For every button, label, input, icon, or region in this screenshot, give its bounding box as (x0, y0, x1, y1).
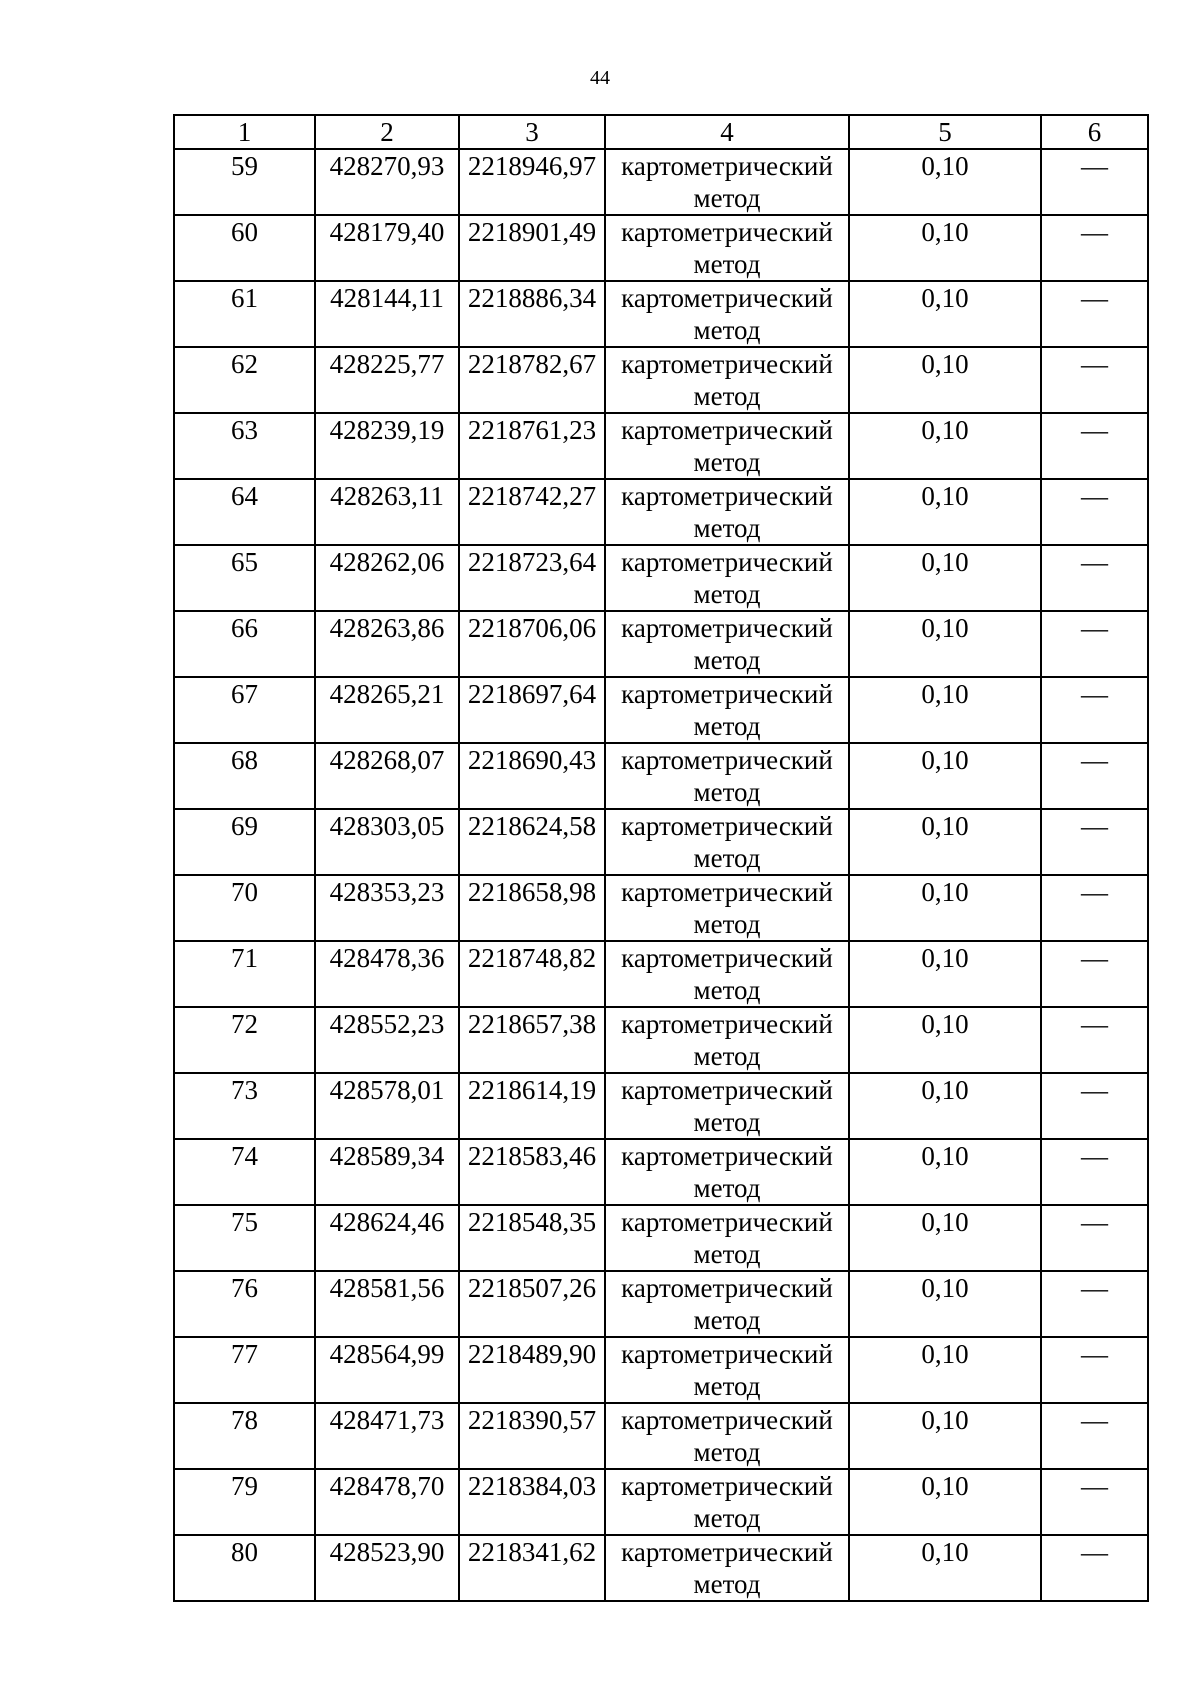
method-cell: картометрический метод (605, 809, 849, 875)
y-coordinate-cell: 2218886,34 (459, 281, 605, 347)
coordinates-table (173, 114, 1149, 1602)
point-number-cell: 63 (174, 413, 315, 479)
table-row (174, 1205, 1148, 1271)
x-coordinate-cell: 428239,19 (315, 413, 459, 479)
method-cell: картометрический метод (605, 1007, 849, 1073)
table-row (174, 1403, 1148, 1469)
x-coordinate-cell: 428478,36 (315, 941, 459, 1007)
x-coordinate-cell: 428523,90 (315, 1535, 459, 1601)
y-coordinate-cell: 2218697,64 (459, 677, 605, 743)
y-coordinate-cell: 2218742,27 (459, 479, 605, 545)
table-row (174, 149, 1148, 215)
table-row (174, 545, 1148, 611)
note-cell: — (1041, 1337, 1148, 1403)
note-cell: — (1041, 677, 1148, 743)
table-row (174, 1007, 1148, 1073)
point-number-cell: 69 (174, 809, 315, 875)
page-number: 44 (590, 67, 610, 89)
point-number-cell: 74 (174, 1139, 315, 1205)
point-number-cell: 59 (174, 149, 315, 215)
accuracy-cell: 0,10 (849, 347, 1041, 413)
column-header-6: 6 (1041, 115, 1148, 149)
note-cell: — (1041, 215, 1148, 281)
method-cell: картометрический метод (605, 413, 849, 479)
column-header-1: 1 (174, 115, 315, 149)
method-cell: картометрический метод (605, 149, 849, 215)
note-cell: — (1041, 1469, 1148, 1535)
note-cell: — (1041, 1007, 1148, 1073)
note-cell: — (1041, 479, 1148, 545)
y-coordinate-cell: 2218946,97 (459, 149, 605, 215)
accuracy-cell: 0,10 (849, 1271, 1041, 1337)
accuracy-cell: 0,10 (849, 1205, 1041, 1271)
table-row (174, 875, 1148, 941)
x-coordinate-cell: 428144,11 (315, 281, 459, 347)
y-coordinate-cell: 2218657,38 (459, 1007, 605, 1073)
method-cell: картометрический метод (605, 1271, 849, 1337)
point-number-cell: 75 (174, 1205, 315, 1271)
column-header-5: 5 (849, 115, 1041, 149)
point-number-cell: 70 (174, 875, 315, 941)
accuracy-cell: 0,10 (849, 941, 1041, 1007)
x-coordinate-cell: 428268,07 (315, 743, 459, 809)
x-coordinate-cell: 428225,77 (315, 347, 459, 413)
method-cell: картометрический метод (605, 545, 849, 611)
x-coordinate-cell: 428581,56 (315, 1271, 459, 1337)
method-cell: картометрический метод (605, 1073, 849, 1139)
y-coordinate-cell: 2218390,57 (459, 1403, 605, 1469)
table-row (174, 281, 1148, 347)
point-number-cell: 71 (174, 941, 315, 1007)
method-cell: картометрический метод (605, 347, 849, 413)
y-coordinate-cell: 2218901,49 (459, 215, 605, 281)
method-cell: картометрический метод (605, 1403, 849, 1469)
y-coordinate-cell: 2218341,62 (459, 1535, 605, 1601)
y-coordinate-cell: 2218658,98 (459, 875, 605, 941)
table-row (174, 1073, 1148, 1139)
note-cell: — (1041, 875, 1148, 941)
table-row (174, 347, 1148, 413)
note-cell: — (1041, 1535, 1148, 1601)
note-cell: — (1041, 149, 1148, 215)
point-number-cell: 79 (174, 1469, 315, 1535)
accuracy-cell: 0,10 (849, 875, 1041, 941)
y-coordinate-cell: 2218748,82 (459, 941, 605, 1007)
note-cell: — (1041, 1139, 1148, 1205)
point-number-cell: 60 (174, 215, 315, 281)
y-coordinate-cell: 2218782,67 (459, 347, 605, 413)
x-coordinate-cell: 428263,86 (315, 611, 459, 677)
accuracy-cell: 0,10 (849, 1007, 1041, 1073)
accuracy-cell: 0,10 (849, 149, 1041, 215)
method-cell: картометрический метод (605, 1469, 849, 1535)
table-row (174, 941, 1148, 1007)
note-cell: — (1041, 545, 1148, 611)
accuracy-cell: 0,10 (849, 611, 1041, 677)
point-number-cell: 67 (174, 677, 315, 743)
point-number-cell: 62 (174, 347, 315, 413)
table-row (174, 1139, 1148, 1205)
y-coordinate-cell: 2218614,19 (459, 1073, 605, 1139)
table-row (174, 1535, 1148, 1601)
x-coordinate-cell: 428265,21 (315, 677, 459, 743)
method-cell: картометрический метод (605, 1139, 849, 1205)
method-cell: картометрический метод (605, 677, 849, 743)
y-coordinate-cell: 2218489,90 (459, 1337, 605, 1403)
x-coordinate-cell: 428262,06 (315, 545, 459, 611)
y-coordinate-cell: 2218507,26 (459, 1271, 605, 1337)
table-row (174, 743, 1148, 809)
accuracy-cell: 0,10 (849, 545, 1041, 611)
table-row (174, 611, 1148, 677)
note-cell: — (1041, 347, 1148, 413)
x-coordinate-cell: 428179,40 (315, 215, 459, 281)
note-cell: — (1041, 809, 1148, 875)
note-cell: — (1041, 1073, 1148, 1139)
y-coordinate-cell: 2218761,23 (459, 413, 605, 479)
method-cell: картометрический метод (605, 215, 849, 281)
point-number-cell: 73 (174, 1073, 315, 1139)
accuracy-cell: 0,10 (849, 281, 1041, 347)
method-cell: картометрический метод (605, 1337, 849, 1403)
point-number-cell: 61 (174, 281, 315, 347)
x-coordinate-cell: 428478,70 (315, 1469, 459, 1535)
method-cell: картометрический метод (605, 479, 849, 545)
x-coordinate-cell: 428471,73 (315, 1403, 459, 1469)
accuracy-cell: 0,10 (849, 413, 1041, 479)
column-header-2: 2 (315, 115, 459, 149)
point-number-cell: 68 (174, 743, 315, 809)
note-cell: — (1041, 413, 1148, 479)
table-row (174, 215, 1148, 281)
note-cell: — (1041, 1205, 1148, 1271)
table-header-row (174, 115, 1148, 149)
accuracy-cell: 0,10 (849, 743, 1041, 809)
table-row (174, 1469, 1148, 1535)
table-row (174, 1337, 1148, 1403)
x-coordinate-cell: 428578,01 (315, 1073, 459, 1139)
column-header-3: 3 (459, 115, 605, 149)
accuracy-cell: 0,10 (849, 1139, 1041, 1205)
method-cell: картометрический метод (605, 1535, 849, 1601)
table-row (174, 479, 1148, 545)
x-coordinate-cell: 428552,23 (315, 1007, 459, 1073)
point-number-cell: 78 (174, 1403, 315, 1469)
method-cell: картометрический метод (605, 1205, 849, 1271)
x-coordinate-cell: 428303,05 (315, 809, 459, 875)
y-coordinate-cell: 2218706,06 (459, 611, 605, 677)
accuracy-cell: 0,10 (849, 677, 1041, 743)
x-coordinate-cell: 428564,99 (315, 1337, 459, 1403)
note-cell: — (1041, 1403, 1148, 1469)
y-coordinate-cell: 2218548,35 (459, 1205, 605, 1271)
table-body (174, 149, 1148, 1601)
note-cell: — (1041, 281, 1148, 347)
y-coordinate-cell: 2218690,43 (459, 743, 605, 809)
point-number-cell: 72 (174, 1007, 315, 1073)
x-coordinate-cell: 428624,46 (315, 1205, 459, 1271)
note-cell: — (1041, 1271, 1148, 1337)
accuracy-cell: 0,10 (849, 215, 1041, 281)
x-coordinate-cell: 428589,34 (315, 1139, 459, 1205)
accuracy-cell: 0,10 (849, 1073, 1041, 1139)
table-row (174, 677, 1148, 743)
point-number-cell: 65 (174, 545, 315, 611)
point-number-cell: 80 (174, 1535, 315, 1601)
point-number-cell: 76 (174, 1271, 315, 1337)
method-cell: картометрический метод (605, 611, 849, 677)
column-header-4: 4 (605, 115, 849, 149)
accuracy-cell: 0,10 (849, 1469, 1041, 1535)
table-row (174, 413, 1148, 479)
accuracy-cell: 0,10 (849, 1403, 1041, 1469)
accuracy-cell: 0,10 (849, 1337, 1041, 1403)
accuracy-cell: 0,10 (849, 479, 1041, 545)
point-number-cell: 66 (174, 611, 315, 677)
table-row (174, 1271, 1148, 1337)
method-cell: картометрический метод (605, 281, 849, 347)
note-cell: — (1041, 941, 1148, 1007)
method-cell: картометрический метод (605, 875, 849, 941)
table-row (174, 809, 1148, 875)
accuracy-cell: 0,10 (849, 1535, 1041, 1601)
accuracy-cell: 0,10 (849, 809, 1041, 875)
method-cell: картометрический метод (605, 941, 849, 1007)
y-coordinate-cell: 2218723,64 (459, 545, 605, 611)
y-coordinate-cell: 2218583,46 (459, 1139, 605, 1205)
note-cell: — (1041, 743, 1148, 809)
point-number-cell: 64 (174, 479, 315, 545)
x-coordinate-cell: 428353,23 (315, 875, 459, 941)
y-coordinate-cell: 2218624,58 (459, 809, 605, 875)
x-coordinate-cell: 428263,11 (315, 479, 459, 545)
note-cell: — (1041, 611, 1148, 677)
y-coordinate-cell: 2218384,03 (459, 1469, 605, 1535)
x-coordinate-cell: 428270,93 (315, 149, 459, 215)
method-cell: картометрический метод (605, 743, 849, 809)
point-number-cell: 77 (174, 1337, 315, 1403)
